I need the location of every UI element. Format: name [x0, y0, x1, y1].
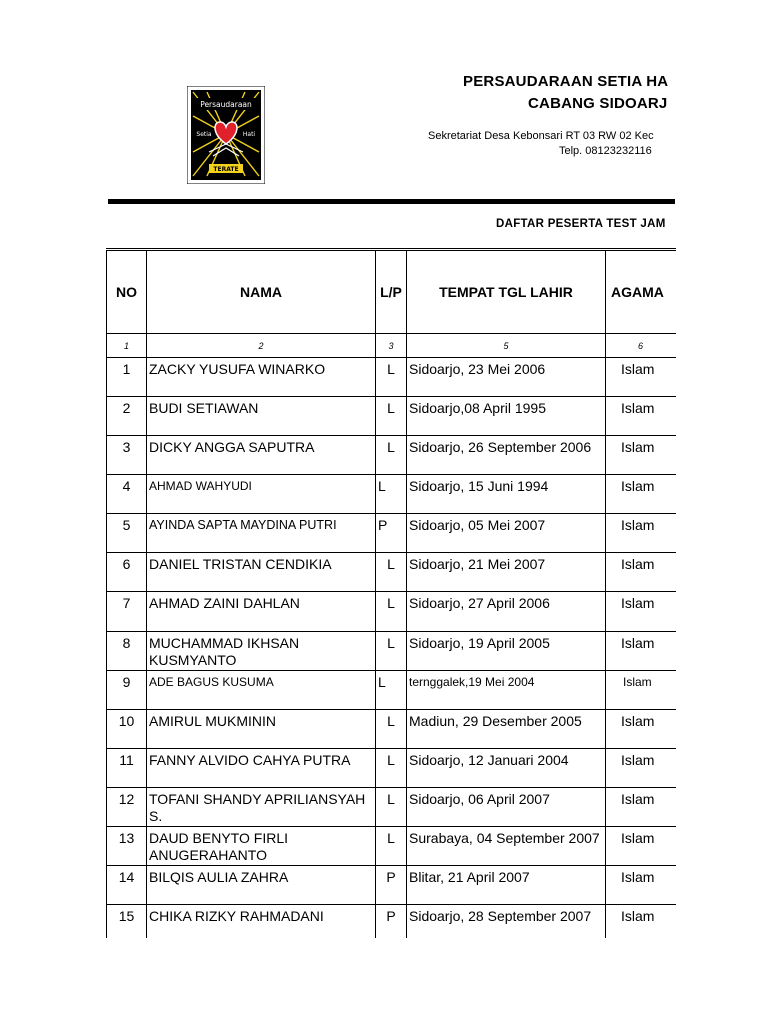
cell-lp: L [376, 397, 407, 436]
table-header-row [107, 250, 677, 334]
table-row [107, 436, 677, 475]
cell-nama: ZACKY YUSUFA WINARKO [147, 358, 376, 397]
cell-tempat-tgl-lahir: Sidoarjo, 05 Mei 2007 [407, 514, 606, 553]
cell-no: 10 [107, 710, 147, 749]
cell-tempat-tgl-lahir: Blitar, 21 April 2007 [407, 866, 606, 905]
cell-agama: Islam [606, 358, 677, 397]
organization-address: Sekretariat Desa Kebonsari RT 03 RW 02 Kec [428, 130, 654, 142]
cell-tempat-tgl-lahir: Sidoarjo, 15 Juni 1994 [407, 475, 606, 514]
cell-nama: AHMAD WAHYUDI [147, 475, 376, 514]
organization-logo [187, 86, 265, 184]
column-number: 2 [147, 334, 376, 358]
cell-lp: P [376, 866, 407, 905]
cell-no: 4 [107, 475, 147, 514]
cell-agama: Islam [606, 788, 677, 827]
cell-lp: P [376, 514, 407, 553]
table-row [107, 671, 677, 710]
cell-agama: Islam [606, 632, 677, 671]
cell-tempat-tgl-lahir: Surabaya, 04 September 2007 [407, 827, 606, 866]
column-number-row [107, 334, 677, 358]
cell-no: 11 [107, 749, 147, 788]
cell-agama: Islam [606, 710, 677, 749]
cell-nama: ADE BAGUS KUSUMA [147, 671, 376, 710]
cell-tempat-tgl-lahir: Sidoarjo, 28 September 2007 [407, 905, 606, 939]
cell-tempat-tgl-lahir: Sidoarjo, 12 Januari 2004 [407, 749, 606, 788]
cell-lp: L [376, 827, 407, 866]
organization-name: PERSAUDARAAN SETIA HA [463, 73, 669, 90]
cell-agama: Islam [606, 553, 677, 592]
table-row [107, 475, 677, 514]
cell-agama: Islam [606, 475, 677, 514]
cell-agama: Islam [606, 866, 677, 905]
cell-tempat-tgl-lahir: Sidoarjo, 23 Mei 2006 [407, 358, 606, 397]
cell-nama: CHIKA RIZKY RAHMADANI [147, 905, 376, 939]
participants-table [106, 248, 676, 938]
cell-no: 2 [107, 397, 147, 436]
cell-nama: BUDI SETIAWAN [147, 397, 376, 436]
cell-no: 7 [107, 592, 147, 632]
table-row [107, 358, 677, 397]
column-number: 3 [376, 334, 407, 358]
table-row [107, 553, 677, 592]
cell-no: 8 [107, 632, 147, 671]
cell-agama: Islam [606, 827, 677, 866]
cell-no: 13 [107, 827, 147, 866]
header-agama: AGAMA [606, 250, 677, 334]
table-row [107, 514, 677, 553]
column-number: 6 [606, 334, 677, 358]
svg-text:Hati: Hati [242, 131, 256, 138]
cell-lp: L [376, 671, 407, 710]
table-row [107, 710, 677, 749]
cell-lp: L [376, 436, 407, 475]
cell-agama: Islam [606, 749, 677, 788]
svg-text:Persaudaraan: Persaudaraan [200, 100, 252, 109]
header-divider [108, 199, 675, 204]
cell-tempat-tgl-lahir: Sidoarjo, 21 Mei 2007 [407, 553, 606, 592]
cell-no: 12 [107, 788, 147, 827]
cell-no: 3 [107, 436, 147, 475]
cell-no: 6 [107, 553, 147, 592]
svg-text:Setia: Setia [196, 131, 212, 138]
cell-tempat-tgl-lahir: Sidoarjo, 06 April 2007 [407, 788, 606, 827]
document-title: DAFTAR PESERTA TEST JAM [496, 218, 666, 230]
table-row [107, 905, 677, 939]
cell-tempat-tgl-lahir: Sidoarjo, 27 April 2006 [407, 592, 606, 632]
table-row [107, 827, 677, 866]
cell-lp: L [376, 592, 407, 632]
cell-nama: DAUD BENYTO FIRLI ANUGERAHANTO [147, 827, 376, 866]
cell-lp: P [376, 905, 407, 939]
cell-no: 9 [107, 671, 147, 710]
cell-lp: L [376, 749, 407, 788]
cell-no: 5 [107, 514, 147, 553]
table-row [107, 397, 677, 436]
cell-agama: Islam [606, 671, 677, 710]
cell-nama: AMIRUL MUKMININ [147, 710, 376, 749]
header-lp: L/P [376, 250, 407, 334]
cell-agama: Islam [606, 436, 677, 475]
cell-nama: AYINDA SAPTA MAYDINA PUTRI [147, 514, 376, 553]
table-row [107, 788, 677, 827]
table-row [107, 749, 677, 788]
cell-nama: BILQIS AULIA ZAHRA [147, 866, 376, 905]
cell-tempat-tgl-lahir: Madiun, 29 Desember 2005 [407, 710, 606, 749]
cell-lp: L [376, 358, 407, 397]
header-no: NO [107, 250, 147, 334]
cell-nama: TOFANI SHANDY APRILIANSYAH S. [147, 788, 376, 827]
cell-lp: L [376, 475, 407, 514]
column-number: 1 [107, 334, 147, 358]
svg-text:TERATE: TERATE [213, 166, 239, 173]
cell-nama: MUCHAMMAD IKHSAN KUSMYANTO [147, 632, 376, 671]
cell-nama: DANIEL TRISTAN CENDIKIA [147, 553, 376, 592]
header-tempat-tgl-lahir: TEMPAT TGL LAHIR [407, 250, 606, 334]
cell-tempat-tgl-lahir: Sidoarjo,08 April 1995 [407, 397, 606, 436]
cell-lp: L [376, 632, 407, 671]
organization-phone: Telp. 08123232116 [559, 145, 652, 157]
cell-tempat-tgl-lahir: Sidoarjo, 19 April 2005 [407, 632, 606, 671]
cell-lp: L [376, 788, 407, 827]
cell-tempat-tgl-lahir: Sidoarjo, 26 September 2006 [407, 436, 606, 475]
table-row [107, 592, 677, 632]
cell-lp: L [376, 553, 407, 592]
participants-table-container [106, 248, 676, 938]
cell-agama: Islam [606, 514, 677, 553]
cell-lp: L [376, 710, 407, 749]
table-row [107, 632, 677, 671]
cell-nama: FANNY ALVIDO CAHYA PUTRA [147, 749, 376, 788]
cell-no: 1 [107, 358, 147, 397]
cell-nama: DICKY ANGGA SAPUTRA [147, 436, 376, 475]
cell-tempat-tgl-lahir: ternggalek,19 Mei 2004 [407, 671, 606, 710]
cell-agama: Islam [606, 592, 677, 632]
cell-agama: Islam [606, 905, 677, 939]
organization-branch: CABANG SIDOARJ [528, 95, 668, 112]
header-nama: NAMA [147, 250, 376, 334]
cell-no: 15 [107, 905, 147, 939]
table-row [107, 866, 677, 905]
column-number: 5 [407, 334, 606, 358]
cell-no: 14 [107, 866, 147, 905]
cell-agama: Islam [606, 397, 677, 436]
cell-nama: AHMAD ZAINI DAHLAN [147, 592, 376, 632]
